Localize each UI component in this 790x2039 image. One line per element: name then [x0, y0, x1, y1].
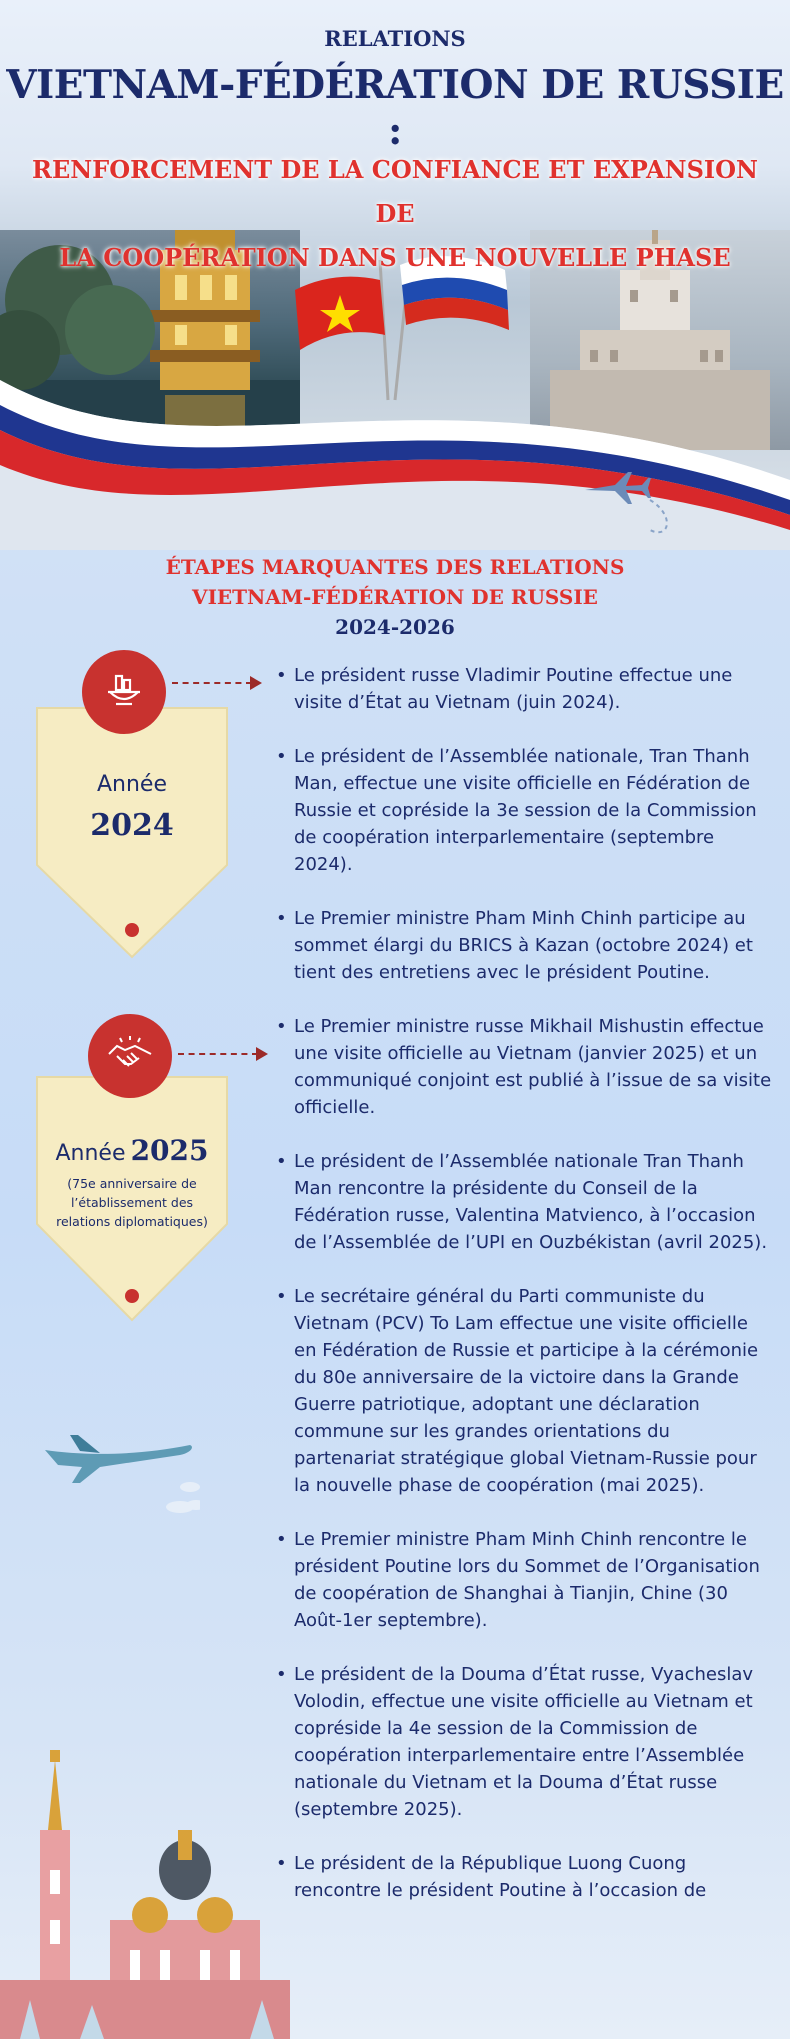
year-2024-label: Année [96, 772, 167, 797]
event-list [276, 662, 776, 1931]
event-item: • Le Premier ministre Pham Minh Chinh rencontre le président Poutine lors du Sommet de l’Organisation de coopération de Shanghai à Tianjin, Chine (30 Août-1er septembre). [276, 1526, 776, 1634]
event-item: • Le président de la Douma d’État russe, Vyacheslav Volodin, effectue une visite officielle au Vietnam et copréside la 4e session de la Commission de coopération interparlementaire entre l’Assemblée nationale du Vietnam et la Douma d’État russe (septembre 2025). [276, 1661, 776, 1823]
timeline-heading [0, 552, 790, 642]
event-item: • Le président de l’Assemblée nationale Tran Thanh Man rencontre la présidente du Conseil de la Fédération russe, Valentina Matvienco, à l’occasion de l’Assemblée de l’UPI en Ouzbékistan (avril 2025). [276, 1148, 776, 1256]
year-2025-heading [34, 1134, 230, 1167]
event-item: • Le président de l’Assemblée nationale, Tran Thanh Man, effectue une visite officielle en Fédération de Russie et copréside la 3e session de la Commission de coopération interparlementaire (septembre 2024). [276, 743, 776, 878]
year-2025-label: Année [55, 1141, 126, 1166]
year-2025-number: 2025 [130, 1134, 209, 1167]
parliament-icon [102, 670, 146, 714]
airplane-icon [580, 460, 680, 550]
handshake-icon [105, 1034, 155, 1078]
header-subtitle-line1: RENFORCEMENT DE LA CONFIANCE ET EXPANSION DE [32, 155, 758, 228]
header-subtitle [20, 148, 770, 280]
year-2024-arrowhead [250, 676, 262, 690]
airplane-icon [40, 1425, 200, 1515]
event-item: • Le président de la République Luong Cuong rencontre le président Poutine à l’occasion de [276, 1850, 776, 1904]
event-item: • Le secrétaire général du Parti communiste du Vietnam (PCV) To Lam effectue une visite officielle en Fédération de Russie et participe à la cérémonie du 80e anniversaire de la victoire dans la Grande Guerre patriotique, adoptant une déclaration commune sur les grandes orientations du partenariat stratégique global Vietnam-Russie pour la nouvelle phase de coopération (mai 2025). [276, 1283, 776, 1499]
event-item: • Le Premier ministre russe Mikhail Mishustin effectue une visite officielle au Vietnam (janvier 2025) et un communiqué conjoint est publié à l’issue de sa visite officielle. [276, 1013, 776, 1121]
year-2024-arrow [172, 682, 252, 686]
header-subtitle-line2: LA COOPÉRATION DANS UNE NOUVELLE PHASE [59, 243, 731, 272]
year-2024-circle [82, 650, 166, 734]
timeline-title-line2: VIETNAM-FÉDÉRATION DE RUSSIE [192, 585, 598, 609]
year-2024-number: 2024 [90, 808, 174, 843]
moscow-church-illustration [0, 1750, 290, 2039]
header-banner [0, 0, 790, 550]
year-2025-arrow [178, 1053, 258, 1057]
year-2025-circle [88, 1014, 172, 1098]
timeline-title-line1: ÉTAPES MARQUANTES DES RELATIONS [165, 555, 625, 579]
header-kicker: RELATIONS [324, 26, 466, 51]
event-item: • Le Premier ministre Pham Minh Chinh participe au sommet élargi du BRICS à Kazan (octobre 2024) et tient des entretiens avec le président Poutine. [276, 905, 776, 986]
event-item: • Le président russe Vladimir Poutine effectue une visite d’État au Vietnam (juin 2024). [276, 662, 776, 716]
timeline-title-line3: 2024-2026 [335, 615, 455, 639]
year-2025-arrowhead [256, 1047, 268, 1061]
year-2025-note: (75e anniversaire de l’établissement des relations diplomatiques) [56, 1176, 208, 1229]
header-title: VIETNAM-FÉDÉRATION DE RUSSIE : [6, 62, 784, 154]
